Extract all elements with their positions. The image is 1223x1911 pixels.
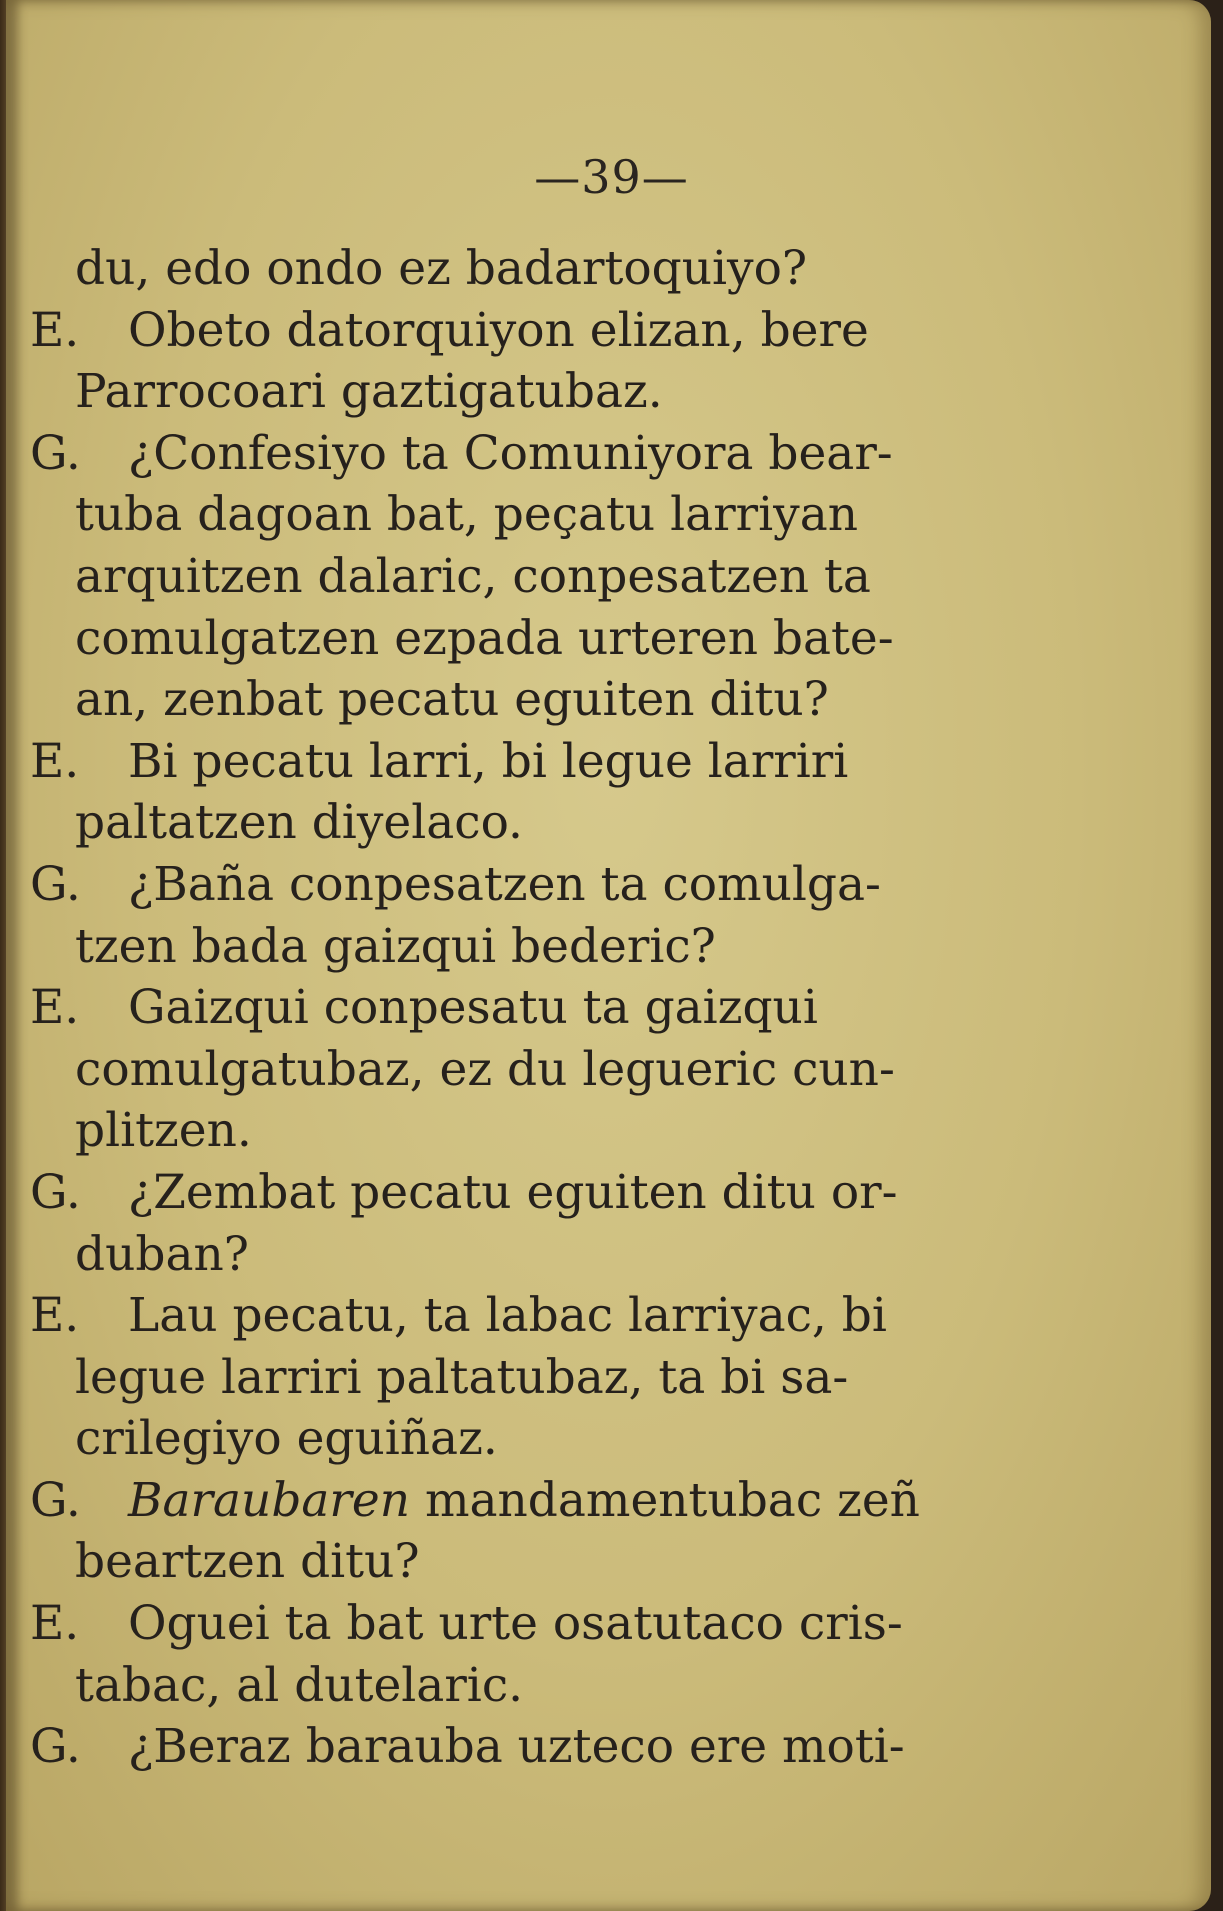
- text-line: [30, 1285, 1020, 1347]
- speaker-label: G.: [30, 1719, 81, 1775]
- text-line: [30, 1655, 1020, 1717]
- text-line: [30, 977, 1020, 1039]
- text-line: [30, 1716, 1020, 1778]
- line-text: ¿Confesiyo ta Comuniyora bear-: [128, 425, 893, 481]
- text-line: [30, 423, 1020, 485]
- line-text: tzen bada gaizqui bederic?: [75, 918, 716, 974]
- line-text: [128, 1470, 920, 1532]
- line-text: arquitzen dalaric, conpesatzen ta: [75, 548, 871, 604]
- text-line: [30, 792, 1020, 854]
- line-text: Oguei ta bat urte osatutaco cris-: [128, 1596, 903, 1652]
- line-text: comulgatzen ezpada urteren bate-: [75, 610, 894, 666]
- line-text: paltatzen diyelaco.: [75, 795, 523, 851]
- text-line: [30, 669, 1020, 731]
- line-text: Gaizqui conpesatu ta gaizqui: [128, 980, 818, 1036]
- text-line: [30, 1470, 1020, 1532]
- text-line: [30, 1593, 1020, 1655]
- text-line: [30, 731, 1020, 793]
- line-text: crilegiyo eguiñaz.: [75, 1411, 498, 1467]
- line-text: tabac, al dutelaric.: [75, 1657, 524, 1713]
- text-line: [30, 1224, 1020, 1286]
- speaker-label: G.: [30, 1164, 81, 1220]
- text-line: [30, 484, 1020, 546]
- speaker-label: E.: [30, 1288, 80, 1344]
- line-text: Parrocoari gaztigatubaz.: [75, 364, 663, 420]
- line-text: ¿Baña conpesatzen ta comulga-: [128, 856, 881, 912]
- speaker-label: E.: [30, 980, 80, 1036]
- line-text: Lau pecatu, ta labac larriyac, bi: [128, 1288, 887, 1344]
- text-line: [30, 916, 1020, 978]
- speaker-label: G.: [30, 856, 81, 912]
- line-text: an, zenbat pecatu eguiten ditu?: [75, 672, 829, 728]
- line-text: plitzen.: [75, 1103, 252, 1159]
- line-text: Bi pecatu larri, bi legue larriri: [128, 733, 849, 789]
- text-line: [30, 1039, 1020, 1101]
- line-text: du, edo ondo ez badartoquiyo?: [75, 241, 808, 296]
- line-text: legue larriri paltatubaz, ta bi sa-: [75, 1349, 849, 1405]
- line-rest-text: mandamentubac zeñ: [424, 1472, 920, 1528]
- page-text: [30, 238, 1020, 1778]
- text-line: [30, 238, 1020, 300]
- line-text: duban?: [75, 1226, 249, 1282]
- text-line: [30, 1408, 1020, 1470]
- speaker-label: G.: [30, 1472, 81, 1528]
- line-text: beartzen ditu?: [75, 1534, 420, 1590]
- page-number: —39—: [534, 150, 689, 204]
- text-line: [30, 546, 1020, 608]
- text-line: [30, 300, 1020, 362]
- line-text: tuba dagoan bat, peçatu larriyan: [75, 487, 859, 543]
- text-line: [30, 1162, 1020, 1224]
- line-text: ¿Beraz barauba uzteco ere moti-: [128, 1719, 905, 1775]
- speaker-label: E.: [30, 733, 80, 789]
- line-text: ¿Zembat pecatu eguiten ditu or-: [128, 1164, 898, 1220]
- italic-word: Baraubaren: [128, 1472, 410, 1528]
- speaker-label: G.: [30, 425, 81, 481]
- text-line: [30, 854, 1020, 916]
- text-line: [30, 1347, 1020, 1409]
- text-line: [30, 608, 1020, 670]
- speaker-label: E.: [30, 1596, 80, 1652]
- line-text: Obeto datorquiyon elizan, bere: [128, 302, 869, 358]
- text-line: [30, 1531, 1020, 1593]
- text-line: [30, 361, 1020, 423]
- text-line: [30, 1100, 1020, 1162]
- line-text: comulgatubaz, ez du legueric cun-: [75, 1041, 895, 1097]
- speaker-label: E.: [30, 302, 80, 358]
